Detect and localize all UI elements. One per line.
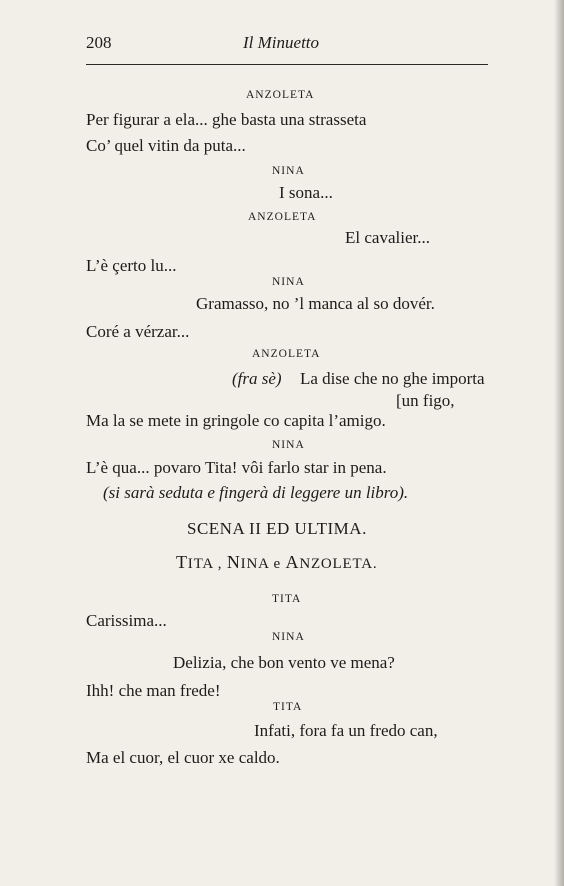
running-title: Il Minuetto (243, 33, 320, 52)
speaker-label: ANZOLETA (252, 348, 321, 360)
verse-line: Gramasso, no ’l manca al so dovér. (196, 294, 435, 313)
scene-heading: SCENA II ED ULTIMA. (187, 519, 367, 538)
character-name: NZOLETA. (299, 556, 378, 572)
header-rule (86, 64, 488, 65)
verse-line: Ihh! che man frede! (86, 681, 221, 700)
speaker-label: TITA (272, 593, 302, 605)
separator: e (273, 556, 281, 572)
verse-line: El cavalier... (345, 228, 430, 247)
verse-line: Co’ quel vitin da puta... (86, 136, 246, 155)
speaker-label: NINA (272, 631, 305, 643)
verse-line: La dise che no ghe importa (300, 369, 485, 388)
stage-direction: (si sarà seduta e fingerà di leggere un libro). (103, 483, 409, 502)
speaker-label: NINA (272, 165, 305, 177)
speaker-label: NINA (272, 439, 305, 451)
character-initial: A (285, 552, 300, 572)
page-number: 208 (86, 33, 112, 52)
speaker-label: TITA (273, 701, 303, 713)
separator: , (217, 556, 223, 572)
verse-line: Per figurar a ela... ghe basta una strasseta (86, 110, 367, 129)
verse-line: Ma el cuor, el cuor xe caldo. (86, 748, 280, 767)
page-edge-shadow (554, 0, 564, 886)
verse-line: Infati, fora fa un fredo can, (254, 721, 438, 740)
verse-line: Coré a vérzar... (86, 322, 190, 341)
verse-line: Carissima... (86, 611, 167, 630)
speaker-label: ANZOLETA (246, 89, 315, 101)
verse-line: Delizia, che bon vento ve mena? (173, 653, 395, 672)
character-name: INA (240, 556, 269, 572)
stage-direction: (fra sè) (232, 369, 282, 388)
speaker-label: ANZOLETA (248, 211, 317, 223)
character-name: ITA (187, 556, 214, 572)
scene-characters (176, 553, 377, 572)
verse-line: L’è çerto lu... (86, 256, 177, 275)
verse-line: I sona... (279, 183, 333, 202)
character-initial: N (226, 552, 241, 572)
character-initial: T (176, 552, 188, 572)
speaker-label: NINA (272, 276, 305, 288)
verse-line-continuation: [un figo, (396, 391, 455, 410)
verse-line: Ma la se mete in gringole co capita l’amigo. (86, 411, 386, 430)
verse-line: L’è qua... povaro Tita! vôi farlo star in pena. (86, 458, 387, 477)
